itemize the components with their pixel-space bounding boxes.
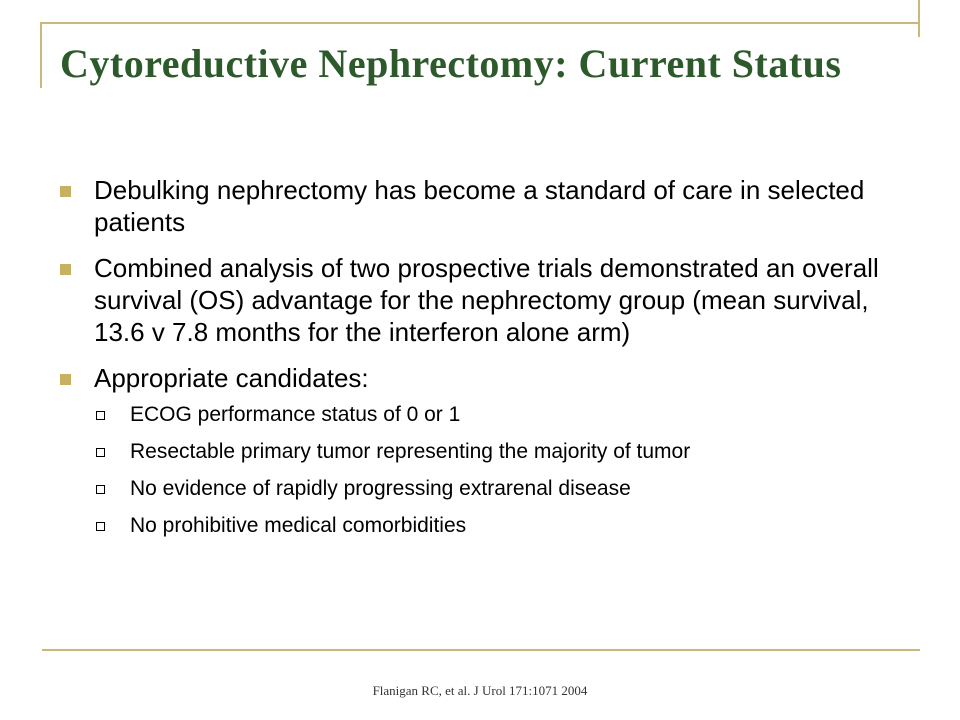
sub-bullet-text: No evidence of rapidly progressing extrarenal disease <box>130 477 631 500</box>
sub-bullet-text: ECOG performance status of 0 or 1 <box>130 403 461 426</box>
square-bullet-icon <box>60 264 71 275</box>
hollow-square-bullet-icon <box>96 522 105 531</box>
slide-title: Cytoreductive Nephrectomy: Current Status <box>60 41 842 86</box>
sub-bullet-item <box>94 439 910 465</box>
bullet-item <box>60 174 910 238</box>
bullet-list <box>60 174 910 550</box>
sub-bullet-item <box>94 513 910 539</box>
sub-bullet-item <box>94 402 910 428</box>
bullet-text: Combined analysis of two prospective trials demonstrated an overall survival (OS) advantage for the nephrectomy group (mean survival, 13.6 v 7.8 months for the interferon alone arm) <box>94 253 879 347</box>
frame-left-rule <box>40 22 42 88</box>
frame-bottom-rule <box>42 649 920 651</box>
bullet-item <box>60 252 910 348</box>
square-bullet-icon <box>60 374 71 385</box>
sub-bullet-text: Resectable primary tumor representing the majority of tumor <box>130 440 691 463</box>
frame-top-rule <box>40 22 919 24</box>
sub-bullet-list <box>94 402 910 539</box>
bullet-text: Debulking nephrectomy has become a standard of care in selected patients <box>94 175 865 237</box>
bullet-text: Appropriate candidates: <box>94 363 369 393</box>
hollow-square-bullet-icon <box>96 411 105 420</box>
hollow-square-bullet-icon <box>96 485 105 494</box>
hollow-square-bullet-icon <box>96 448 105 457</box>
citation: Flanigan RC, et al. J Urol 171:1071 2004 <box>372 683 588 698</box>
bullet-item <box>60 362 910 539</box>
sub-bullet-item <box>94 476 910 502</box>
sub-bullet-text: No prohibitive medical comorbidities <box>130 514 467 537</box>
square-bullet-icon <box>60 186 71 197</box>
frame-right-rule <box>918 0 920 37</box>
